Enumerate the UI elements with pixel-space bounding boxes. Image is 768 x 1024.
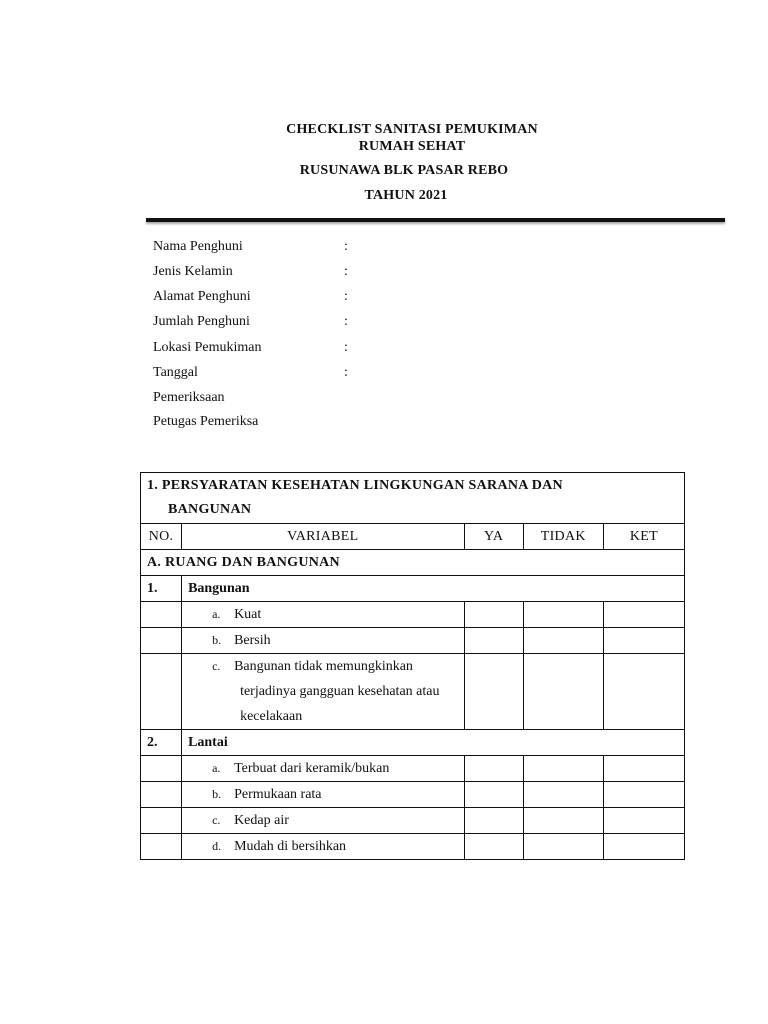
cell-tidak[interactable]	[523, 808, 603, 834]
cell-tidak[interactable]	[523, 756, 603, 782]
item-text: Kedap air	[234, 813, 289, 828]
table-header-row	[141, 524, 685, 550]
item-letter: a.	[212, 761, 221, 775]
col-header-variabel: VARIABEL	[182, 524, 465, 550]
cell-ket[interactable]	[603, 834, 684, 860]
cell-ya[interactable]	[464, 808, 523, 834]
item-letter: d.	[212, 839, 222, 853]
cell-variabel	[182, 654, 465, 730]
field-label-pemeriksaan: Pemeriksaan	[153, 390, 225, 405]
table-row	[141, 808, 685, 834]
group-row	[141, 730, 685, 756]
cell-tidak[interactable]	[523, 628, 603, 654]
field-colon-tanggal: :	[344, 365, 348, 380]
section-title-row	[141, 473, 685, 524]
section-title-cont: BANGUNAN	[168, 502, 252, 517]
item-text: Kuat	[234, 607, 262, 622]
item-text: Terbuat dari keramik/bukan	[234, 761, 390, 776]
item-text-cont: terjadinya gangguan kesehatan atau	[240, 684, 440, 699]
cell-tidak[interactable]	[523, 654, 603, 730]
subsection-title: A. RUANG DAN BANGUNAN	[141, 550, 685, 576]
table-row	[141, 602, 685, 628]
cell-ket[interactable]	[603, 782, 684, 808]
cell-no	[141, 654, 182, 730]
cell-tidak[interactable]	[523, 602, 603, 628]
cell-variabel	[182, 782, 465, 808]
field-label-petugas: Petugas Pemeriksa	[153, 414, 259, 429]
field-colon-nama: :	[344, 239, 348, 254]
year-title: TAHUN 2021	[364, 188, 448, 203]
cell-ket[interactable]	[603, 654, 684, 730]
cell-ket[interactable]	[603, 628, 684, 654]
document-title: CHECKLIST SANITASI PEMUKIMAN	[286, 122, 538, 137]
cell-tidak[interactable]	[523, 834, 603, 860]
field-label-lokasi: Lokasi Pemukiman	[153, 340, 262, 355]
cell-ket[interactable]	[603, 808, 684, 834]
cell-ya[interactable]	[464, 782, 523, 808]
table-row	[141, 628, 685, 654]
item-letter: b.	[212, 787, 222, 801]
group-name: Bangunan	[182, 576, 685, 602]
field-label-alamat: Alamat Penghuni	[153, 289, 251, 304]
item-letter: b.	[212, 633, 222, 647]
col-header-ya: YA	[464, 524, 523, 550]
item-text: Bersih	[234, 633, 271, 648]
item-text: Bangunan tidak memungkinkan	[234, 659, 413, 674]
cell-variabel	[182, 834, 465, 860]
col-header-no: NO.	[141, 524, 182, 550]
document-subtitle: RUMAH SEHAT	[358, 139, 466, 154]
field-label-jumlah: Jumlah Penghuni	[153, 314, 250, 329]
cell-no	[141, 628, 182, 654]
cell-variabel	[182, 602, 465, 628]
subsection-row	[141, 550, 685, 576]
section-title: 1. PERSYARATAN KESEHATAN LINGKUNGAN SARANA DAN	[147, 478, 563, 493]
group-row	[141, 576, 685, 602]
cell-no	[141, 602, 182, 628]
cell-no	[141, 808, 182, 834]
item-letter: a.	[212, 607, 221, 621]
cell-variabel	[182, 628, 465, 654]
group-number: 2.	[141, 730, 182, 756]
header-divider	[146, 218, 725, 222]
cell-no	[141, 756, 182, 782]
table-row	[141, 782, 685, 808]
item-letter: c.	[212, 813, 221, 827]
col-header-ket: KET	[603, 524, 684, 550]
cell-no	[141, 782, 182, 808]
group-name: Lantai	[182, 730, 685, 756]
item-text-cont: kecelakaan	[240, 709, 303, 724]
cell-ya[interactable]	[464, 628, 523, 654]
field-label-tanggal: Tanggal	[153, 365, 198, 380]
table-row	[141, 654, 685, 730]
field-colon-lokasi: :	[344, 340, 348, 355]
cell-no	[141, 834, 182, 860]
cell-ket[interactable]	[603, 756, 684, 782]
table-row	[141, 834, 685, 860]
field-label-nama: Nama Penghuni	[153, 239, 243, 254]
cell-ya[interactable]	[464, 654, 523, 730]
group-number: 1.	[141, 576, 182, 602]
col-header-tidak: TIDAK	[523, 524, 603, 550]
cell-variabel	[182, 756, 465, 782]
cell-ket[interactable]	[603, 602, 684, 628]
checklist-table	[140, 472, 685, 860]
table-row	[141, 756, 685, 782]
location-title: RUSUNAWA BLK PASAR REBO	[299, 163, 509, 178]
field-colon-jenis-kelamin: :	[344, 264, 348, 279]
item-text: Mudah di bersihkan	[234, 839, 347, 854]
cell-ya[interactable]	[464, 756, 523, 782]
item-text: Permukaan rata	[234, 787, 322, 802]
cell-variabel	[182, 808, 465, 834]
cell-ya[interactable]	[464, 602, 523, 628]
item-letter: c.	[212, 659, 221, 673]
field-label-jenis-kelamin: Jenis Kelamin	[153, 264, 233, 279]
field-colon-alamat: :	[344, 289, 348, 304]
cell-ya[interactable]	[464, 834, 523, 860]
cell-tidak[interactable]	[523, 782, 603, 808]
field-colon-jumlah: :	[344, 314, 348, 329]
